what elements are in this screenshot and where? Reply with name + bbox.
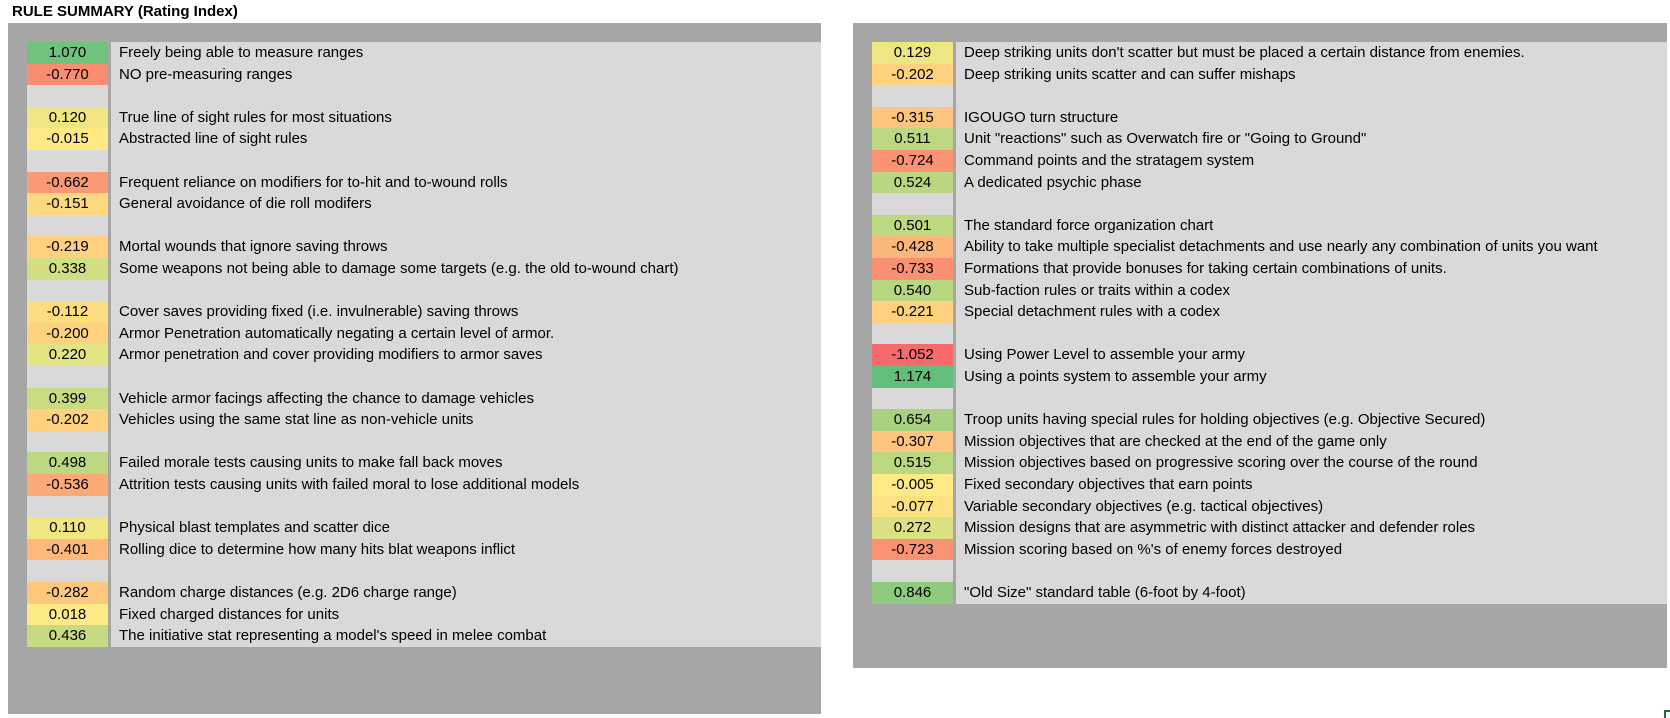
table-row [8, 236, 821, 259]
rating-value: -0.724 [872, 150, 953, 172]
corner-handle-icon [1664, 710, 1670, 718]
spacer-cell [111, 560, 821, 582]
spacer-row [8, 431, 821, 454]
table-row [853, 431, 1667, 454]
spacer-cell [872, 193, 953, 215]
table-row [853, 172, 1667, 195]
rating-value: -0.770 [27, 64, 108, 86]
table-row [853, 301, 1667, 324]
table-row [853, 344, 1667, 367]
spacer-cell [111, 150, 821, 172]
rating-value: 1.070 [27, 42, 108, 64]
rating-value: 1.174 [872, 366, 953, 388]
table-row [853, 280, 1667, 303]
rule-label: Troop units having special rules for holding objectives (e.g. Objective Secured) [956, 409, 1667, 431]
spacer-row [853, 560, 1667, 583]
table-row [853, 539, 1667, 562]
rating-value: -0.219 [27, 236, 108, 258]
table-row [8, 517, 821, 540]
rating-value: 0.018 [27, 604, 108, 626]
rating-value: 0.654 [872, 409, 953, 431]
rating-value: 0.511 [872, 128, 953, 150]
spacer-row [853, 193, 1667, 216]
rule-label: Vehicle armor facings affecting the chance to damage vehicles [111, 388, 821, 410]
spacer-cell [27, 560, 108, 582]
rating-value: 0.338 [27, 258, 108, 280]
table-row [8, 107, 821, 130]
rating-value: 0.498 [27, 452, 108, 474]
rule-label: Random charge distances (e.g. 2D6 charge range) [111, 582, 821, 604]
table-row [853, 582, 1667, 605]
rating-value: -0.015 [27, 128, 108, 150]
table-row [8, 323, 821, 346]
spacer-row [853, 85, 1667, 108]
spacer-cell [111, 85, 821, 107]
rating-value: -0.200 [27, 323, 108, 345]
spacer-cell [956, 85, 1667, 107]
rule-label: Abstracted line of sight rules [111, 128, 821, 150]
rating-value: -0.307 [872, 431, 953, 453]
spacer-cell [872, 85, 953, 107]
spacer-row [853, 323, 1667, 346]
rule-label: The standard force organization chart [956, 215, 1667, 237]
table-row [853, 474, 1667, 497]
rule-label: Mortal wounds that ignore saving throws [111, 236, 821, 258]
rule-label: Formations that provide bonuses for taking certain combinations of units. [956, 258, 1667, 280]
spacer-cell [956, 388, 1667, 410]
rating-value: 0.515 [872, 452, 953, 474]
rating-value: 0.524 [872, 172, 953, 194]
table-row [853, 107, 1667, 130]
rule-label: A dedicated psychic phase [956, 172, 1667, 194]
table-row [853, 366, 1667, 389]
spacer-cell [27, 150, 108, 172]
rule-label: Some weapons not being able to damage some targets (e.g. the old to-wound chart) [111, 258, 821, 280]
table-row [853, 236, 1667, 259]
rule-label: Unit "reactions" such as Overwatch fire or "Going to Ground" [956, 128, 1667, 150]
table-row [8, 172, 821, 195]
rating-value: 0.272 [872, 517, 953, 539]
spacer-cell [111, 496, 821, 518]
spacer-cell [27, 496, 108, 518]
spacer-cell [111, 215, 821, 237]
spacer-cell [27, 215, 108, 237]
spacer-cell [872, 560, 953, 582]
spacer-row [8, 215, 821, 238]
rule-label: Failed morale tests causing units to make fall back moves [111, 452, 821, 474]
spacer-cell [956, 560, 1667, 582]
rule-label: Rolling dice to determine how many hits blat weapons inflict [111, 539, 821, 561]
table-row [8, 539, 821, 562]
spacer-row [8, 150, 821, 173]
rating-value: -0.428 [872, 236, 953, 258]
table-row [853, 128, 1667, 151]
page-title: RULE SUMMARY (Rating Index) [12, 3, 238, 20]
table-row [853, 409, 1667, 432]
spacer-cell [27, 280, 108, 302]
rating-value: -0.077 [872, 496, 953, 518]
rating-value: -0.401 [27, 539, 108, 561]
table-row [853, 496, 1667, 519]
rule-label: Variable secondary objectives (e.g. tactical objectives) [956, 496, 1667, 518]
table-row [853, 215, 1667, 238]
rule-label: Deep striking units don't scatter but must be placed a certain distance from enemies. [956, 42, 1667, 64]
rating-value: -0.202 [27, 409, 108, 431]
rating-value: 0.220 [27, 344, 108, 366]
rating-value: 0.399 [27, 388, 108, 410]
table-row [853, 258, 1667, 281]
rating-value: 0.540 [872, 280, 953, 302]
spacer-cell [27, 431, 108, 453]
spacer-row [8, 280, 821, 303]
rule-label: Physical blast templates and scatter dice [111, 517, 821, 539]
rule-label: Using a points system to assemble your army [956, 366, 1667, 388]
table-row [8, 42, 821, 65]
rule-label: Cover saves providing fixed (i.e. invulnerable) saving throws [111, 301, 821, 323]
rating-value: -0.662 [27, 172, 108, 194]
rule-label: Armor Penetration automatically negating a certain level of armor. [111, 323, 821, 345]
table-row [853, 517, 1667, 540]
spacer-row [8, 560, 821, 583]
rating-value: -0.536 [27, 474, 108, 496]
spacer-cell [956, 323, 1667, 345]
rating-value: 0.110 [27, 517, 108, 539]
rules-panel-left [8, 23, 821, 714]
rule-label: Using Power Level to assemble your army [956, 344, 1667, 366]
table-row [8, 604, 821, 627]
rule-label: Deep striking units scatter and can suffer mishaps [956, 64, 1667, 86]
rule-label: Frequent reliance on modifiers for to-hit and to-wound rolls [111, 172, 821, 194]
table-row [8, 344, 821, 367]
spacer-row [853, 388, 1667, 411]
rating-value: -0.221 [872, 301, 953, 323]
rating-value: 0.501 [872, 215, 953, 237]
rule-label: Ability to take multiple specialist detachments and use nearly any combination of units you want [956, 236, 1667, 258]
rule-label: Fixed charged distances for units [111, 604, 821, 626]
rating-value: -0.005 [872, 474, 953, 496]
table-row [8, 452, 821, 475]
rating-value: 0.129 [872, 42, 953, 64]
rule-label: NO pre-measuring ranges [111, 64, 821, 86]
rule-label: Armor penetration and cover providing modifiers to armor saves [111, 344, 821, 366]
rating-value: -0.151 [27, 193, 108, 215]
spacer-cell [111, 366, 821, 388]
rule-label: Mission designs that are asymmetric with distinct attacker and defender roles [956, 517, 1667, 539]
rating-value: 0.436 [27, 625, 108, 647]
table-row [8, 474, 821, 497]
spacer-cell [111, 280, 821, 302]
spacer-cell [111, 431, 821, 453]
rule-label: Freely being able to measure ranges [111, 42, 821, 64]
rule-label: Special detachment rules with a codex [956, 301, 1667, 323]
rating-value: -0.733 [872, 258, 953, 280]
rule-label: IGOUGO turn structure [956, 107, 1667, 129]
rule-label: General avoidance of die roll modifers [111, 193, 821, 215]
rating-value: -0.315 [872, 107, 953, 129]
rule-label: Fixed secondary objectives that earn points [956, 474, 1667, 496]
table-row [853, 452, 1667, 475]
rule-label: The initiative stat representing a model's speed in melee combat [111, 625, 821, 647]
rating-value: -0.282 [27, 582, 108, 604]
table-row [8, 64, 821, 87]
table-row [8, 258, 821, 281]
rule-label: Mission objectives that are checked at the end of the game only [956, 431, 1667, 453]
rating-value: -0.112 [27, 301, 108, 323]
rule-label: "Old Size" standard table (6-foot by 4-foot) [956, 582, 1667, 604]
spacer-cell [27, 85, 108, 107]
table-row [8, 582, 821, 605]
table-row [8, 193, 821, 216]
table-row [853, 64, 1667, 87]
table-row [8, 409, 821, 432]
rating-value: -1.052 [872, 344, 953, 366]
table-row [8, 301, 821, 324]
rule-label: Sub-faction rules or traits within a codex [956, 280, 1667, 302]
rule-label: Attrition tests causing units with failed moral to lose additional models [111, 474, 821, 496]
rating-value: 0.846 [872, 582, 953, 604]
table-row [853, 150, 1667, 173]
rule-label: Command points and the stratagem system [956, 150, 1667, 172]
spacer-row [8, 366, 821, 389]
rating-value: -0.202 [872, 64, 953, 86]
spacer-cell [872, 323, 953, 345]
spacer-cell [872, 388, 953, 410]
table-row [8, 625, 821, 648]
rating-value: -0.723 [872, 539, 953, 561]
rule-label: Mission objectives based on progressive scoring over the course of the round [956, 452, 1667, 474]
spacer-row [8, 496, 821, 519]
table-row [853, 42, 1667, 65]
rule-label: True line of sight rules for most situations [111, 107, 821, 129]
spacer-cell [27, 366, 108, 388]
rule-label: Vehicles using the same stat line as non-vehicle units [111, 409, 821, 431]
table-row [8, 388, 821, 411]
rating-value: 0.120 [27, 107, 108, 129]
rule-label: Mission scoring based on %'s of enemy forces destroyed [956, 539, 1667, 561]
rules-panel-right [853, 23, 1667, 668]
spacer-cell [956, 193, 1667, 215]
spacer-row [8, 85, 821, 108]
table-row [8, 128, 821, 151]
